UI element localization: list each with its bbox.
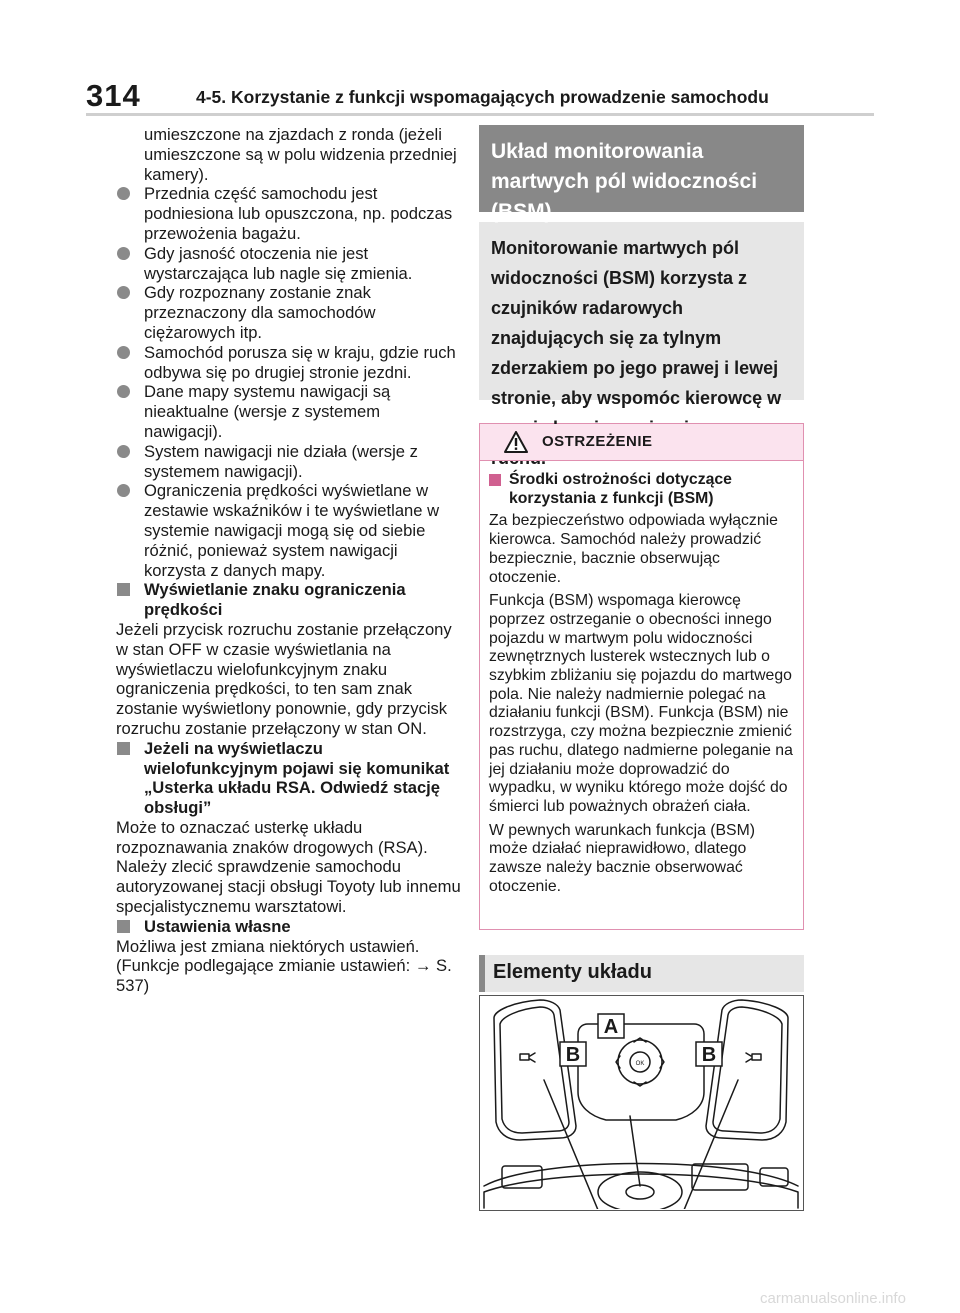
right-mirror-icon xyxy=(706,1000,788,1140)
list-item: Ograniczenia prędkości wyświetlane w zestawie wskaźników i te wyświetlane w systemie nawigacji mogą się od siebie różnić, ponieważ system nawigacji korzysta z danych mapy. xyxy=(116,481,461,580)
elements-heading-box xyxy=(479,955,804,992)
dashboard-illustration xyxy=(480,996,802,1209)
page-header xyxy=(0,0,960,117)
watermark: carmanualsonline.info xyxy=(760,1290,906,1307)
svg-text:B: B xyxy=(701,1044,717,1066)
svg-text:B: B xyxy=(565,1044,581,1066)
bullet-icon xyxy=(117,286,130,299)
header-divider xyxy=(86,113,874,116)
steering-switch-icon xyxy=(578,1024,704,1120)
paragraph: Możliwa jest zmiana niektórych ustawień. (Funkcje podlegające zmianie ustawień: → S. 537) xyxy=(116,936,452,996)
ok-button-label: OK xyxy=(635,1061,645,1067)
square-bullet-icon xyxy=(117,742,130,755)
heading-accent-bar xyxy=(479,955,485,992)
elements-heading: Elementy układu xyxy=(493,961,652,983)
list-item: Gdy rozpoznany zostanie znak przeznaczony dla samochodów ciężarowych itp. xyxy=(116,283,461,342)
subheading-rsa-message: Jeżeli na wyświetlaczu wielofunkcyjnym pojawi się komunikat „Usterka układu RSA. Odwiedź stację obsługi” xyxy=(116,739,461,818)
svg-text:A: A xyxy=(603,1016,619,1038)
warning-paragraph: Funkcja (BSM) wspomaga kierowcę poprzez ostrzeganie o obecności innego pojazdu w martwym polu widoczności zewnętrznych lusterek wstecznych lub o szybkim zbliżaniu się pojazdu do martwego pola. Nie należy nadmiernie polegać na działaniu funkcji (BSM). Funkcja (BSM) nie rozstrzyga, czy można bezpiecznie zmienić pas ruchu, dlatego nadmierne poleganie na jej działaniu może doprowadzić do wypadku, w wyniku którego może dojść do śmierci lub poważnych obrażeń ciała. xyxy=(489,592,793,815)
bullet-icon xyxy=(117,484,130,497)
warning-triangle-icon xyxy=(504,431,528,453)
warning-label: OSTRZEŻENIE xyxy=(542,433,653,450)
list-item: Przednia część samochodu jest podniesiona lub opuszczona, np. podczas przewożenia bagażu. xyxy=(116,184,461,243)
square-bullet-icon xyxy=(489,474,501,486)
warning-box xyxy=(479,423,804,930)
page-number: 314 xyxy=(86,78,141,113)
bullet-icon xyxy=(117,247,130,260)
square-bullet-icon xyxy=(117,583,130,596)
warning-header xyxy=(480,424,803,461)
label-b-left xyxy=(560,1042,586,1066)
dashboard-icon xyxy=(484,1164,798,1210)
bsm-indicator-icon xyxy=(746,1053,761,1062)
bullet-icon xyxy=(117,187,130,200)
intro-box: Monitorowanie martwych pól widoczności (BSM) korzysta z czujników radarowych znajdujących się za tylnym zderzakiem po jego prawej i lewej stronie, aby wspomóc kierowcę w xyxy=(479,222,804,400)
section-title: 4-5. Korzystanie z funkcji wspomagających prowadzenie samochodu xyxy=(196,87,769,107)
left-mirror-icon xyxy=(494,1000,576,1140)
paragraph: Jeżeli przycisk rozruchu zostanie przełączony w stan OFF w czasie wyświetlania na wyświetlaczu wielofunkcyjnym znaku ograniczenia prędkości, to ten sam znak zostanie wyświetlony ponownie, gdy przycisk rozruchu zostanie przełączony w stan ON. xyxy=(116,619,452,738)
right-column xyxy=(479,125,804,992)
left-column xyxy=(116,125,461,996)
paragraph: Może to oznaczać usterkę układu rozpoznawania znaków drogowych (RSA). Należy zlecić sprawdzenie samochodu autoryzowanej stacji obsługi Toyoty lub innemu specjalistycznemu warsztatowi. xyxy=(116,817,461,917)
bullet-icon xyxy=(117,385,130,398)
list-item: System nawigacji nie działa (wersje z systemem nawigacji). xyxy=(116,442,461,482)
list-item: Samochód porusza się w kraju, gdzie ruch odbywa się po drugiej stronie jezdni. xyxy=(116,343,461,383)
label-a xyxy=(598,1014,624,1038)
warning-paragraph: Za bezpieczeństwo odpowiada wyłącznie kierowca. Samochód należy prowadzić bezpiecznie, bacznie obserwując otoczenie. xyxy=(489,512,778,586)
system-components-figure xyxy=(479,995,804,1211)
list-item: Dane mapy systemu nawigacji są nieaktualne (wersje z systemem nawigacji). xyxy=(116,382,461,441)
bullet-icon xyxy=(117,445,130,458)
bsm-indicator-icon xyxy=(520,1053,535,1062)
subheading-speed-limit-display: Wyświetlanie znaku ograniczenia prędkości xyxy=(116,580,461,620)
subheading-custom-settings: Ustawienia własne xyxy=(116,917,461,937)
warning-body xyxy=(480,461,803,896)
continued-text: umieszczone na zjazdach z ronda (jeżeli umieszczone są w polu widzenia przedniej kamery). xyxy=(144,125,457,184)
warning-paragraph: W pewnych warunkach funkcja (BSM) może działać nieprawidłowo, dlatego zawsze należy bacznie obserwować otoczenie. xyxy=(489,821,756,895)
square-bullet-icon xyxy=(117,920,130,933)
section-title-box: Układ monitorowania martwych pól widoczności (BSM) xyxy=(479,125,804,212)
list-item: Gdy jasność otoczenia nie jest wystarczająca lub nagle się zmienia. xyxy=(116,244,461,284)
bullet-icon xyxy=(117,346,130,359)
warning-subheading: Środki ostrożności dotyczące korzystania z funkcji (BSM) xyxy=(489,471,794,508)
label-b-right xyxy=(696,1042,722,1066)
